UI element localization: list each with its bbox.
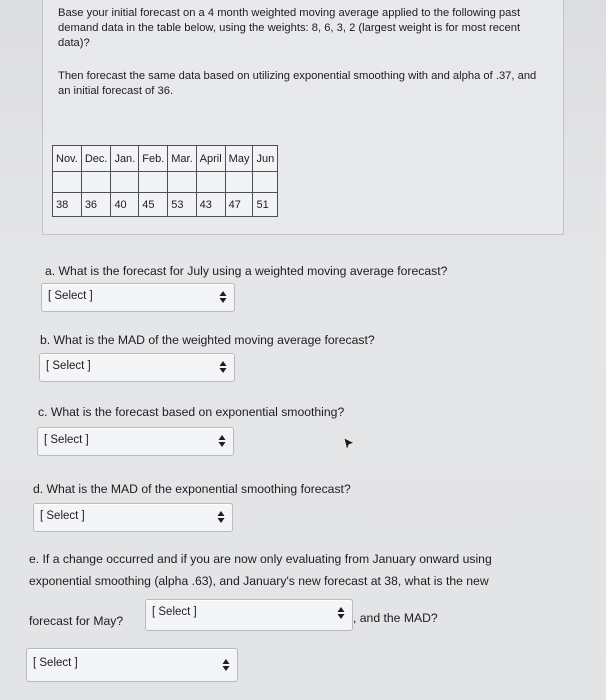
spacer-cell xyxy=(81,172,111,193)
demand-cell: 53 xyxy=(168,193,196,217)
up-down-arrows-icon xyxy=(219,289,227,305)
demand-cell: 38 xyxy=(53,193,82,217)
select-e-forecast-value: [ Select ] xyxy=(152,606,197,618)
select-b-dropdown[interactable] xyxy=(39,353,235,382)
month-cell: Mar. xyxy=(168,146,196,172)
demand-cell: 36 xyxy=(81,193,111,217)
month-cell: April xyxy=(196,146,225,172)
select-e-mad-dropdown[interactable] xyxy=(26,648,238,682)
prompt-weighted-text: Base your initial forecast on a 4 month weighted moving average applied to the following past demand data in the table below, using the weights: 8, 6, 3, 2 (largest weight is for most recent data)? xyxy=(58,7,521,49)
select-c-dropdown[interactable] xyxy=(37,427,234,456)
up-down-arrows-icon xyxy=(219,359,227,375)
prompt-exponential-text: Then forecast the same data based on utilizing exponential smoothing with and alpha of .37, and an initial forecast of 36. xyxy=(58,70,537,97)
demand-cell: 45 xyxy=(139,193,168,217)
month-cell: Feb. xyxy=(139,146,168,172)
mouse-pointer-icon xyxy=(343,437,355,451)
month-cell: Jan. xyxy=(111,146,139,172)
demand-cell: 47 xyxy=(225,193,253,217)
spacer-cell xyxy=(111,172,139,193)
demand-cell: 51 xyxy=(253,193,278,217)
question-e-line2: exponential smoothing (alpha .63), and January's new forecast at 38, what is the new xyxy=(29,574,489,588)
month-cell: Dec. xyxy=(81,146,111,172)
question-c: c. What is the forecast based on exponential smoothing? xyxy=(38,405,345,419)
demand-cell: 40 xyxy=(111,193,139,217)
spacer-cell xyxy=(168,172,196,193)
demand-cell: 43 xyxy=(196,193,225,217)
select-d-value: [ Select ] xyxy=(40,510,85,522)
up-down-arrows-icon xyxy=(337,605,345,621)
spacer-cell xyxy=(253,172,278,193)
demand-row xyxy=(53,193,278,217)
spacer-cell xyxy=(196,172,225,193)
month-cell: Nov. xyxy=(53,146,82,172)
select-a-value: [ Select ] xyxy=(48,290,93,302)
up-down-arrows-icon xyxy=(218,433,226,449)
select-a-dropdown[interactable] xyxy=(41,283,235,312)
question-a: a. What is the forecast for July using a weighted moving average forecast? xyxy=(45,264,448,278)
up-down-arrows-icon xyxy=(217,509,225,525)
month-header-row xyxy=(53,146,278,172)
spacer-cell xyxy=(139,172,168,193)
spacer-cell xyxy=(53,172,82,193)
question-e-suffix: , and the MAD? xyxy=(353,611,438,625)
select-c-value: [ Select ] xyxy=(44,434,89,446)
question-e-line1: e. If a change occurred and if you are now only evaluating from January onward using xyxy=(29,552,492,566)
question-e-prefix: forecast for May? xyxy=(29,614,124,628)
question-d: d. What is the MAD of the exponential smoothing forecast? xyxy=(33,482,351,496)
select-d-dropdown[interactable] xyxy=(33,503,233,532)
select-e-mad-value: [ Select ] xyxy=(33,657,78,669)
spacer-row xyxy=(53,172,278,193)
select-b-value: [ Select ] xyxy=(46,360,91,372)
month-cell: May xyxy=(225,146,253,172)
up-down-arrows-icon xyxy=(222,657,230,673)
spacer-cell xyxy=(225,172,253,193)
select-e-forecast-dropdown[interactable] xyxy=(145,599,353,631)
demand-table xyxy=(52,145,278,217)
month-cell: Jun xyxy=(253,146,278,172)
question-b: b. What is the MAD of the weighted moving average forecast? xyxy=(40,333,375,347)
